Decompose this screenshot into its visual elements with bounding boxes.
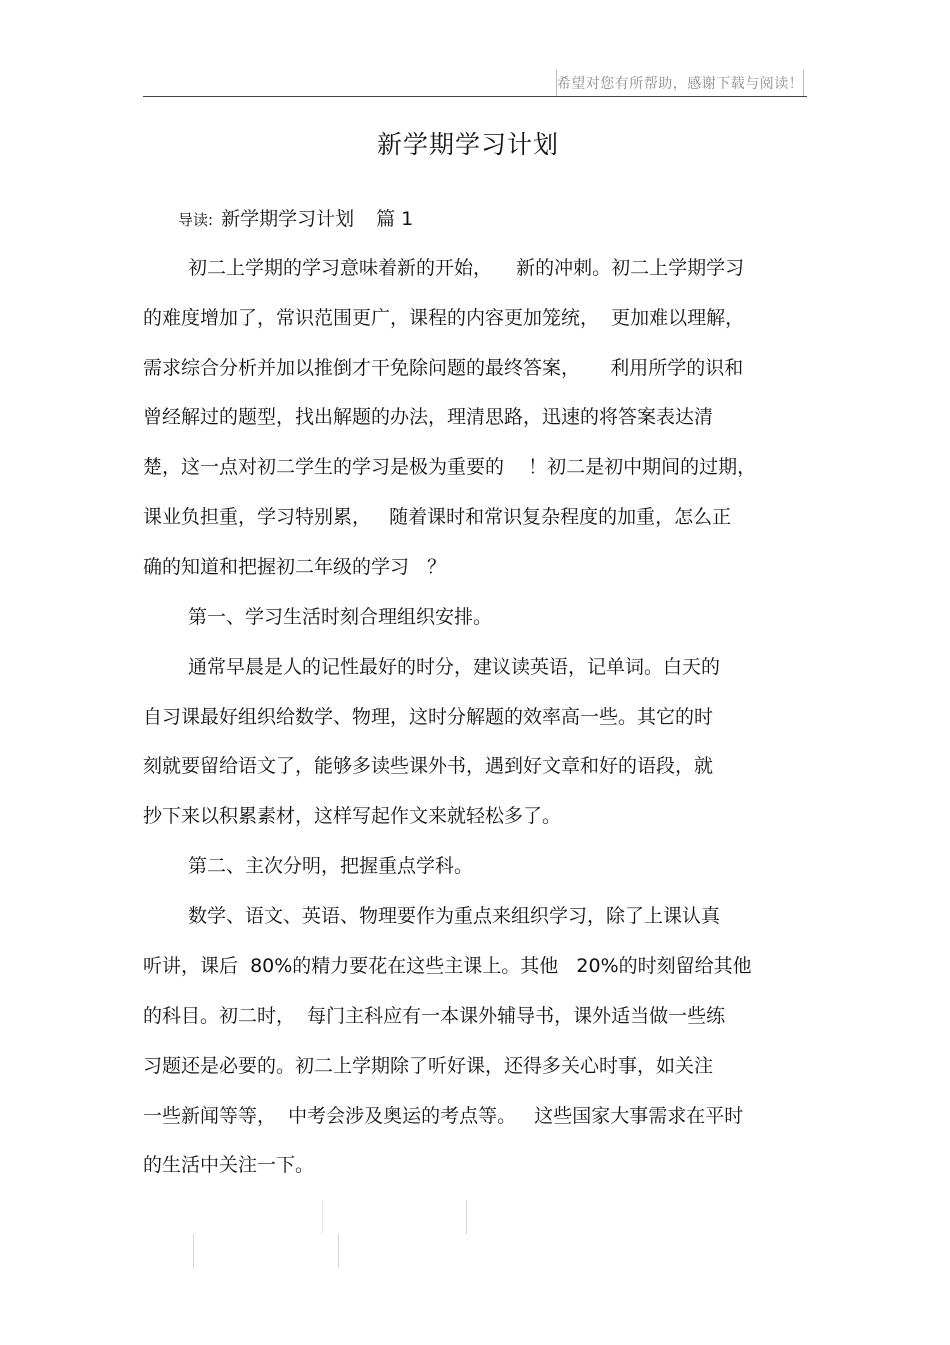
text-line: 通常早晨是人的记性最好的时分，建议读英语，记单词。白天的 bbox=[188, 656, 721, 678]
text-line: 确的知道和把握初二年级的学习 ？ bbox=[143, 556, 447, 578]
section-heading: 第一、学习生活时刻合理组织安排。 bbox=[188, 606, 493, 628]
text-line: 自习课最好组织给数学、物理，这时分解题的效率高一些。其它的时 bbox=[143, 706, 714, 728]
lead-label: 导读: bbox=[178, 211, 214, 229]
text-line: 抄下来以积累素材，这样写起作文来就轻松多了。 bbox=[143, 805, 562, 827]
section-heading: 第二、主次分明，把握重点学科。 bbox=[188, 855, 474, 877]
scan-artifact-line bbox=[466, 1200, 467, 1234]
document-title: 新学期学习计划 bbox=[376, 130, 559, 159]
header-banner: 希望对您有所帮助，感谢下载与阅读！ bbox=[556, 70, 804, 96]
text-line: 楚，这一点对初二学生的学习是极为重要的 ！初二是初中期间的过期， bbox=[143, 456, 757, 478]
text-line: 需求综合分析并加以推倒才干免除问题的最终答案， 利用所学的识和 bbox=[143, 357, 744, 379]
text-line: 初二上学期的学习意味着新的开始， 新的冲刺。初二上学期学习 bbox=[188, 257, 745, 279]
lead-title: 新学期学习计划 bbox=[221, 208, 355, 230]
text-line: 的生活中关注一下。 bbox=[143, 1154, 315, 1176]
text-line: 一些新闻等等， 中考会涉及奥运的考点等。 这些国家大事需求在平时 bbox=[143, 1105, 744, 1127]
lead-number: 篇 1 bbox=[376, 208, 414, 230]
scan-artifact-line bbox=[193, 1234, 194, 1268]
text-line: 课业负担重，学习特别累， 随着课时和常识复杂程度的加重，怎么正 bbox=[143, 506, 732, 528]
scan-artifact-line bbox=[338, 1234, 339, 1268]
text-line: 习题还是必要的。初二上学期除了听好课，还得多关心时事，如关注 bbox=[143, 1055, 714, 1077]
text-line: 数学、语文、英语、物理要作为重点来组织学习，除了上课认真 bbox=[188, 905, 721, 927]
text-line: 听讲，课后 80%的精力要花在这些主课上。其他 20%的时刻留给其他 bbox=[143, 955, 752, 977]
scan-artifact-line bbox=[322, 1200, 323, 1234]
text-line: 的难度增加了，常识范围更广，课程的内容更加笼统， 更加难以理解， bbox=[143, 307, 745, 329]
text-line: 的科目。初二时， 每门主科应有一本课外辅导书，课外适当做一些练 bbox=[143, 1005, 726, 1027]
lead-line bbox=[178, 204, 413, 231]
header-rule bbox=[143, 96, 807, 97]
text-line: 曾经解过的题型，找出解题的办法，理清思路，迅速的将答案表达清 bbox=[143, 406, 714, 428]
text-line: 刻就要留给语文了，能够多读些课外书，遇到好文章和好的语段，就 bbox=[143, 755, 714, 777]
